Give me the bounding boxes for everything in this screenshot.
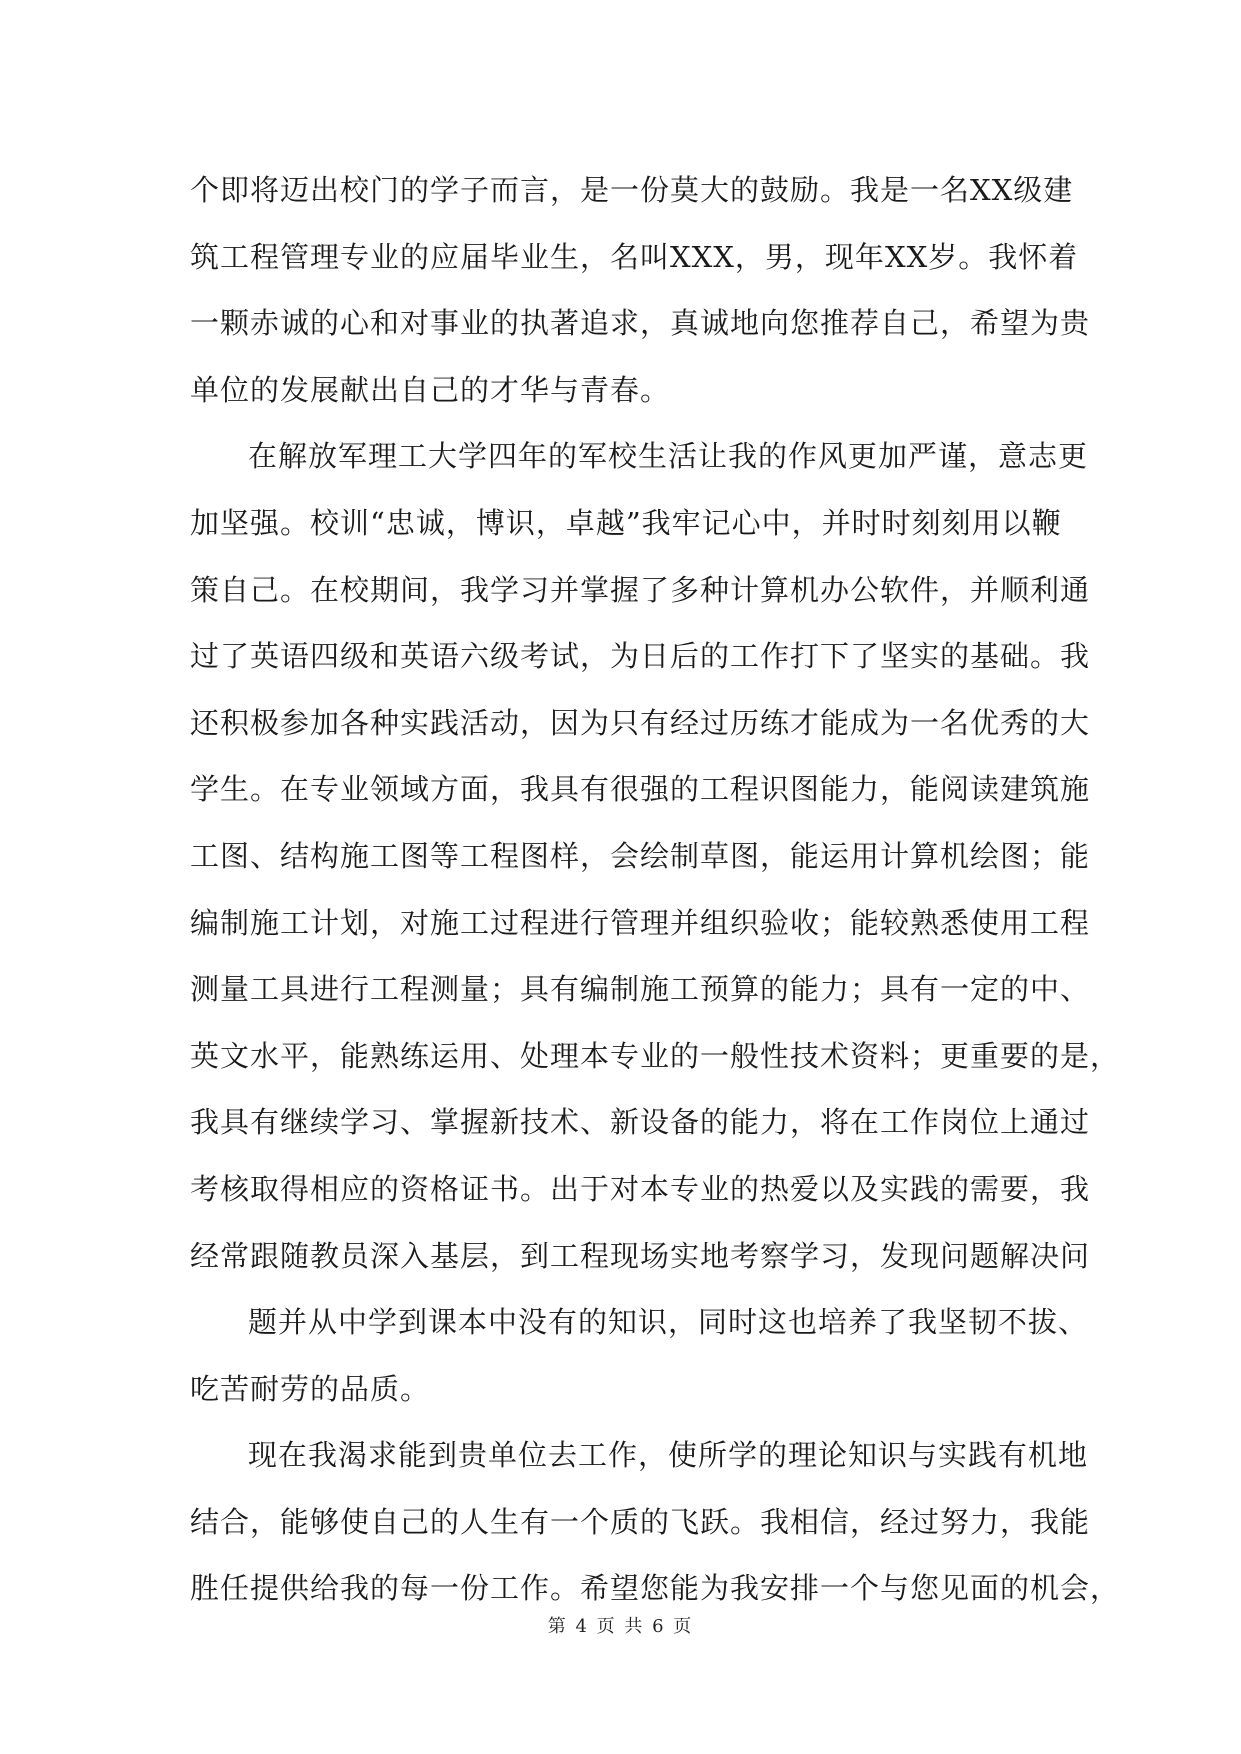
text-line: 加坚强。校训“忠诚，博识，卓越”我牢记心中，并时时刻刻用以鞭 <box>190 505 1062 540</box>
text-line: 题并从中学到课本中没有的知识，同时这也培养了我坚韧不拔、 <box>248 1305 1089 1340</box>
text-line: 我具有继续学习、掌握新技术、新设备的能力，将在工作岗位上通过 <box>190 1105 1091 1140</box>
text-line: 过了英语四级和英语六级考试，为日后的工作打下了坚实的基础。我 <box>190 639 1091 674</box>
text-line: 在解放军理工大学四年的军校生活让我的作风更加严谨，意志更 <box>248 439 1089 474</box>
text-line: 工图、结构施工图等工程图样，会绘制草图，能运用计算机绘图；能 <box>190 838 1091 873</box>
text-line: 胜任提供给我的每一份工作。希望您能为我安排一个与您见面的机会， <box>190 1571 1121 1606</box>
text-line: 英文水平，能熟练运用、处理本专业的一般性技术资料；更重要的是， <box>190 1038 1121 1073</box>
text-line: 策自己。在校期间，我学习并掌握了多种计算机办公软件，并顺利通 <box>190 572 1091 607</box>
page-number-footer: 第 4 页 共 6 页 <box>547 1616 694 1637</box>
text-line: 结合，能够使自己的人生有一个质的飞跃。我相信，经过努力，我能 <box>190 1504 1091 1539</box>
text-line: 筑工程管理专业的应届毕业生，名叫XXX，男，现年XX岁。我怀着 <box>190 239 1079 274</box>
text-line: 学生。在专业领域方面，我具有很强的工程识图能力，能阅读建筑施 <box>190 772 1091 807</box>
text-line: 一颗赤诚的心和对事业的执著追求，真诚地向您推荐自己，希望为贵 <box>190 306 1091 341</box>
text-line: 还积极参加各种实践活动，因为只有经过历练才能成为一名优秀的大 <box>190 705 1091 740</box>
text-line: 编制施工计划，对施工过程进行管理并组织验收；能较熟悉使用工程 <box>190 905 1091 940</box>
document-body <box>190 157 1121 1622</box>
text-line: 测量工具进行工程测量；具有编制施工预算的能力；具有一定的中、 <box>190 972 1091 1007</box>
text-line: 考核取得相应的资格证书。出于对本专业的热爱以及实践的需要，我 <box>190 1171 1091 1206</box>
text-line: 经常跟随教员深入基层，到工程现场实地考察学习，发现问题解决问 <box>190 1238 1091 1273</box>
text-line: 单位的发展献出自己的才华与青春。 <box>190 372 671 407</box>
text-line: 个即将迈出校门的学子而言，是一份莫大的鼓励。我是一名XX级建 <box>190 173 1074 207</box>
text-line: 现在我渴求能到贵单位去工作，使所学的理论知识与实践有机地 <box>248 1438 1089 1473</box>
text-line: 吃苦耐劳的品质。 <box>190 1371 431 1406</box>
